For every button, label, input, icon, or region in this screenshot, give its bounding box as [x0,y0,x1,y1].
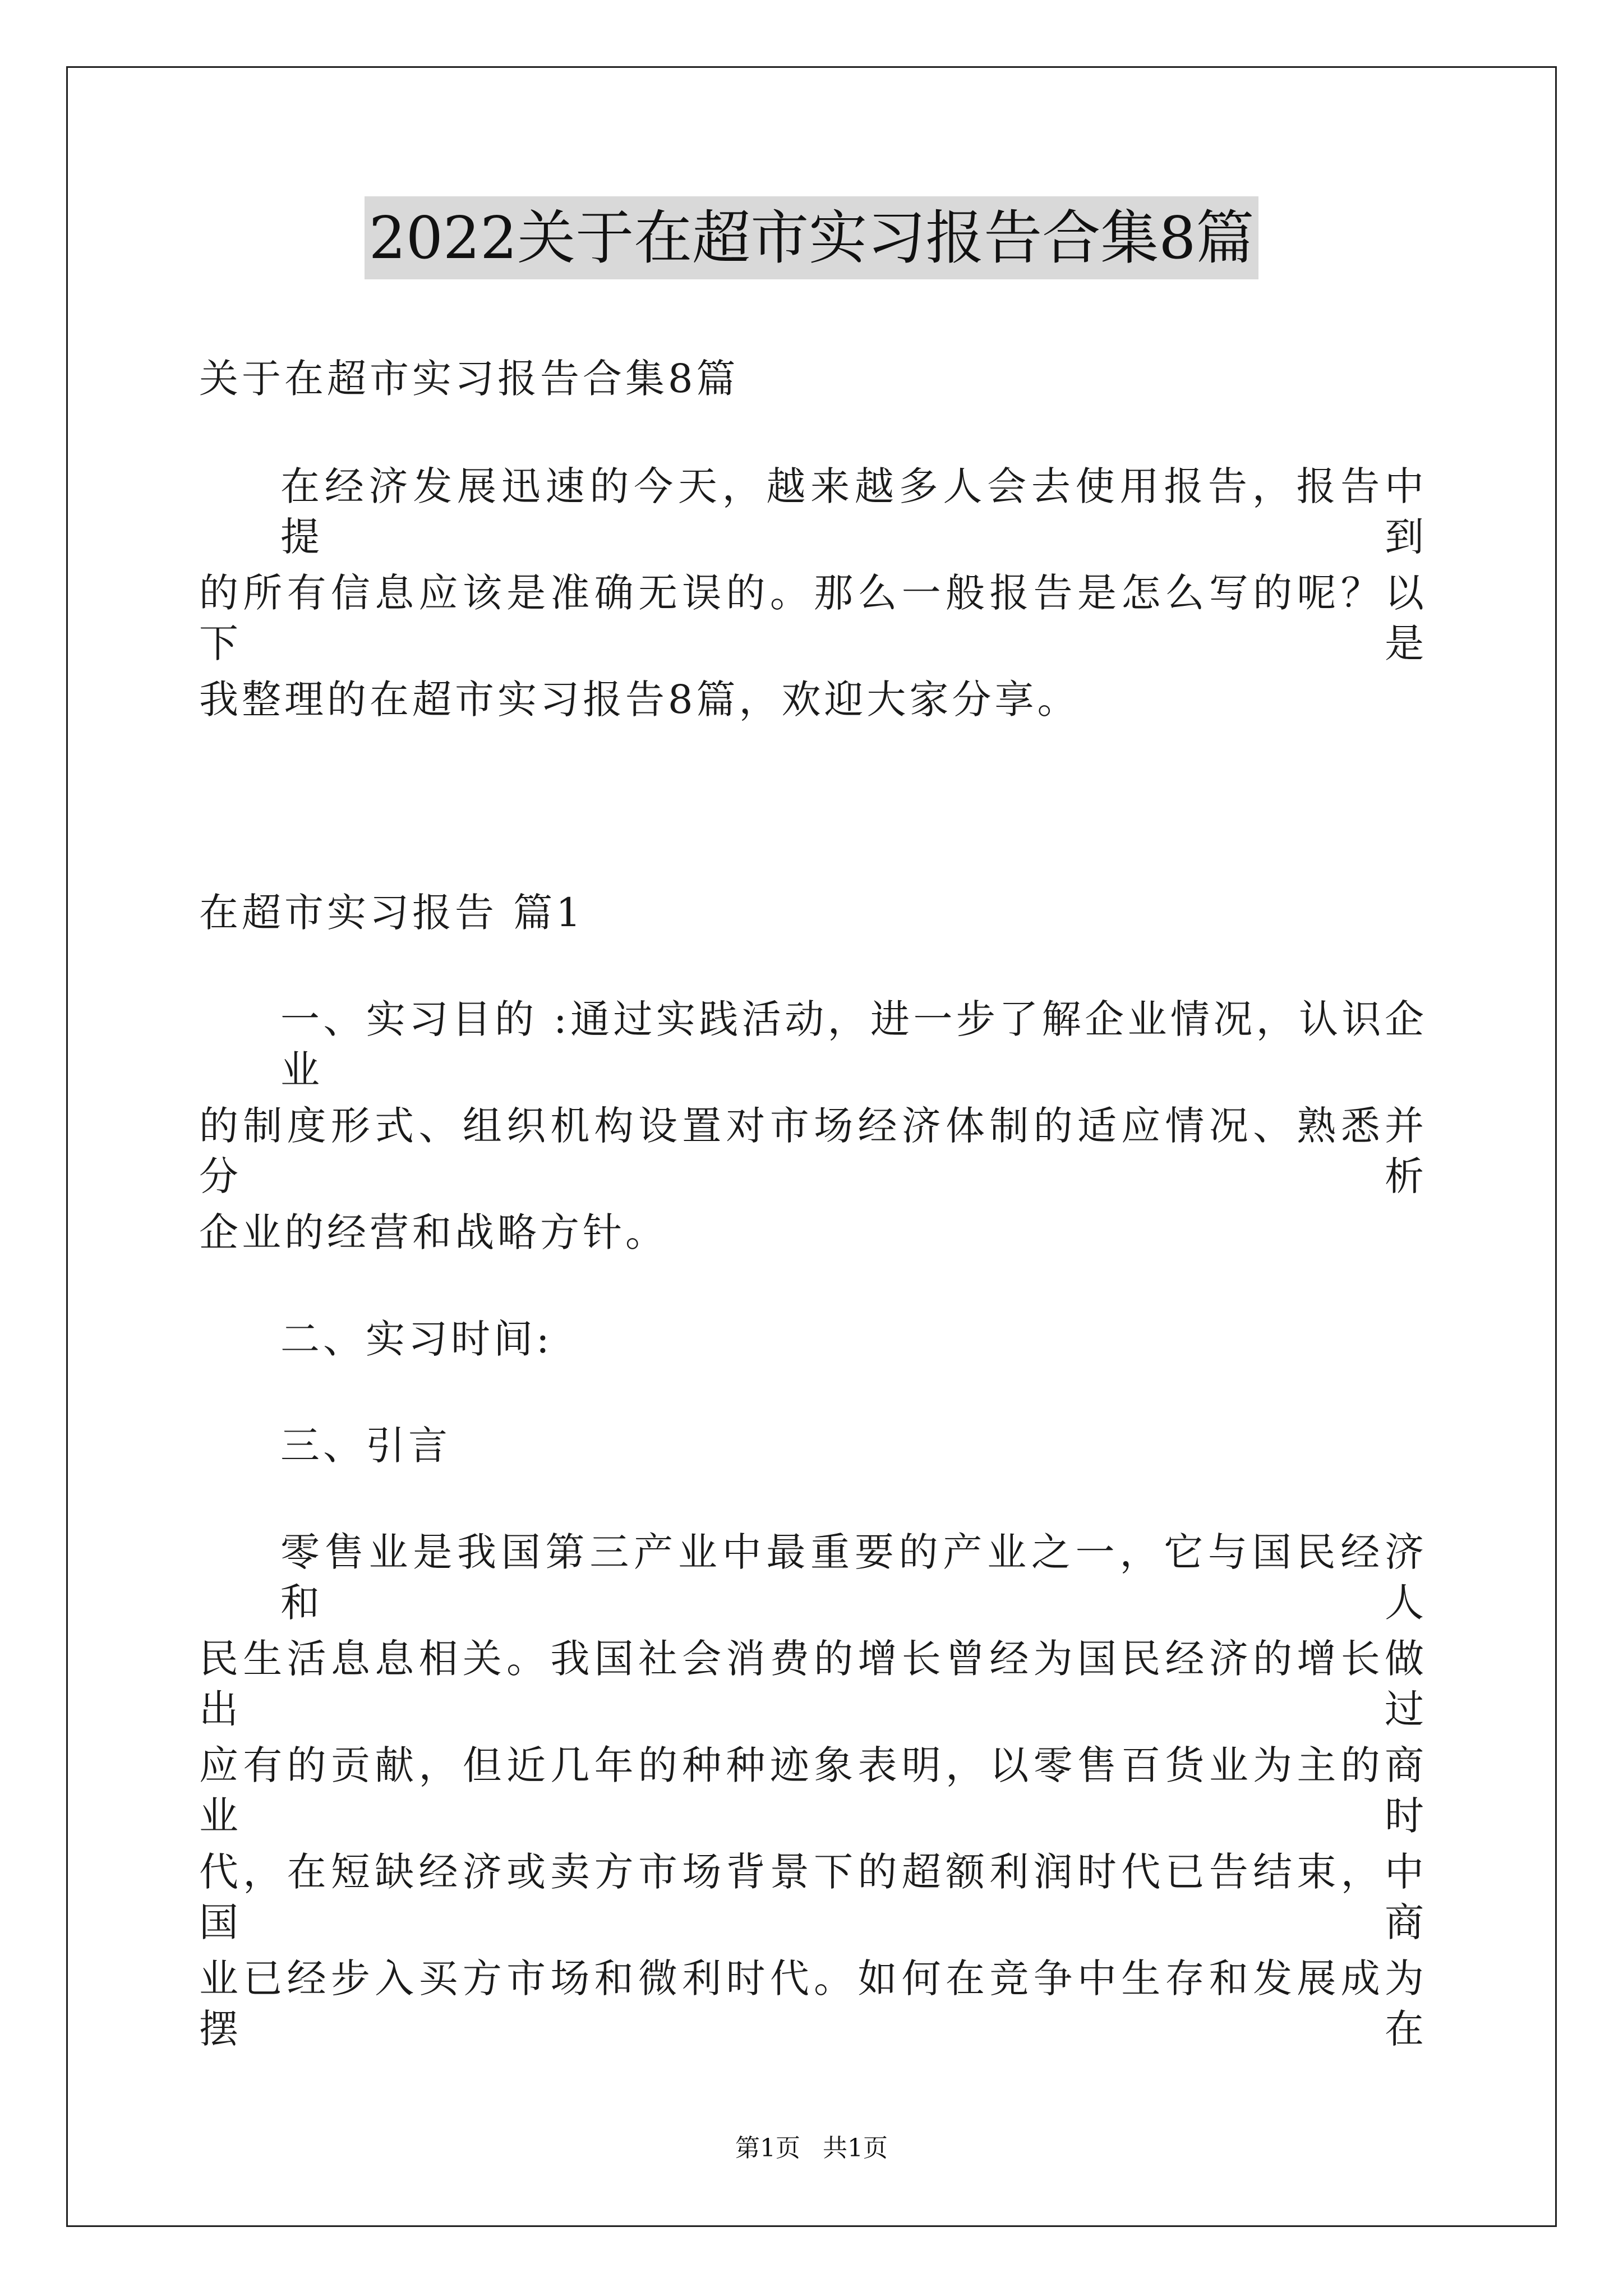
time-heading: 二、实习时间: [280,1316,553,1362]
title-container [0,196,1623,279]
purpose-line-1: 一、实习目的 :通过实践活动，进一步了解企业情况，认识企业 [280,996,1427,1093]
document-title: 2022关于在超市实习报告合集8篇 [365,196,1259,279]
intro-heading: 三、引言 [280,1423,451,1469]
retail-line-3: 应有的贡献，但近几年的种种迹象表明，以零售百货业为主的商业时 [199,1742,1427,1839]
page-number: 第1页 [735,2134,800,2162]
retail-line-1: 零售业是我国第三产业中最重要的产业之一，它与国民经济和人 [280,1529,1427,1626]
section-heading: 在超市实习报告 篇1 [199,890,584,936]
page-total: 共1页 [823,2134,888,2162]
purpose-line-2: 的制度形式、组织机构设置对市场经济体制的适应情况、熟悉并分析 [199,1103,1427,1199]
intro-line-1: 在经济发展迅速的今天，越来越多人会去使用报告，报告中提到 [280,463,1427,560]
purpose-line-3: 企业的经营和战略方针。 [199,1209,668,1255]
retail-line-2: 民生活息息相关。我国社会消费的增长曾经为国民经济的增长做出过 [199,1636,1427,1732]
retail-line-5: 业已经步入买方市场和微利时代。如何在竞争中生存和发展成为摆在 [199,1955,1427,2052]
subtitle: 关于在超市实习报告合集8篇 [199,356,739,402]
page-footer [0,2132,1623,2165]
retail-line-4: 代，在短缺经济或卖方市场背景下的超额利润时代已告结束，中国商 [199,1849,1427,1945]
intro-line-3: 我整理的在超市实习报告8篇，欢迎大家分享。 [199,677,1080,723]
intro-line-2: 的所有信息应该是准确无误的。那么一般报告是怎么写的呢？以下是 [199,570,1427,666]
